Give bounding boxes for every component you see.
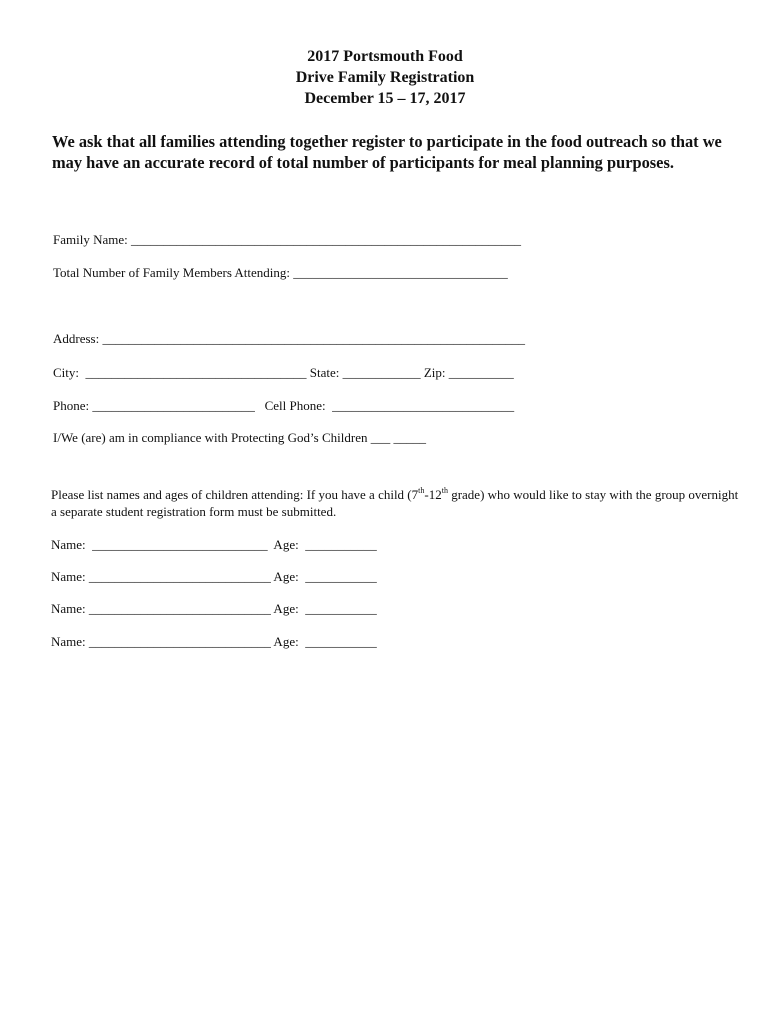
- phone-field[interactable]: Phone: _________________________ Cell Phone: ____________________________: [53, 398, 515, 413]
- note-part-3: grade) who would like to stay with the group overnight a separate student registration form must be submitted.: [51, 487, 739, 519]
- note-sup-12: th: [441, 486, 448, 495]
- compliance-field[interactable]: I/We (are) am in compliance with Protecting God’s Children ___ _____: [53, 430, 426, 445]
- city-state-zip-field[interactable]: City: __________________________________ State: ____________ Zip: __________: [53, 365, 514, 380]
- intro-paragraph: We ask that all families attending together register to participate in the food outreach so that we may have an accurate record of total number of participants for meal planning purposes.: [52, 132, 722, 172]
- note-part-2: -12: [424, 487, 442, 502]
- family-name-field[interactable]: Family Name: ____________________________________________________________: [53, 232, 521, 247]
- note-part-1: Please list names and ages of children attending: If you have a child (7: [51, 487, 419, 502]
- event-dates: December 15 – 17, 2017: [304, 90, 466, 107]
- child-row-4[interactable]: Name: ____________________________ Age: ___________: [51, 634, 377, 649]
- children-instructions: [51, 486, 741, 520]
- title-line-1: 2017 Portsmouth Food: [307, 48, 463, 65]
- note-sup-7: th: [418, 486, 425, 495]
- child-row-1[interactable]: Name: ___________________________ Age: ___________: [51, 537, 377, 552]
- total-members-field[interactable]: Total Number of Family Members Attending: _________________________________: [53, 265, 508, 280]
- title-line-2: Drive Family Registration: [295, 69, 475, 86]
- child-row-2[interactable]: Name: ____________________________ Age: ___________: [51, 569, 377, 584]
- child-row-3[interactable]: Name: ____________________________ Age: ___________: [51, 601, 377, 616]
- document-title: [0, 46, 770, 109]
- address-field[interactable]: Address: _________________________________________________________________: [53, 331, 525, 346]
